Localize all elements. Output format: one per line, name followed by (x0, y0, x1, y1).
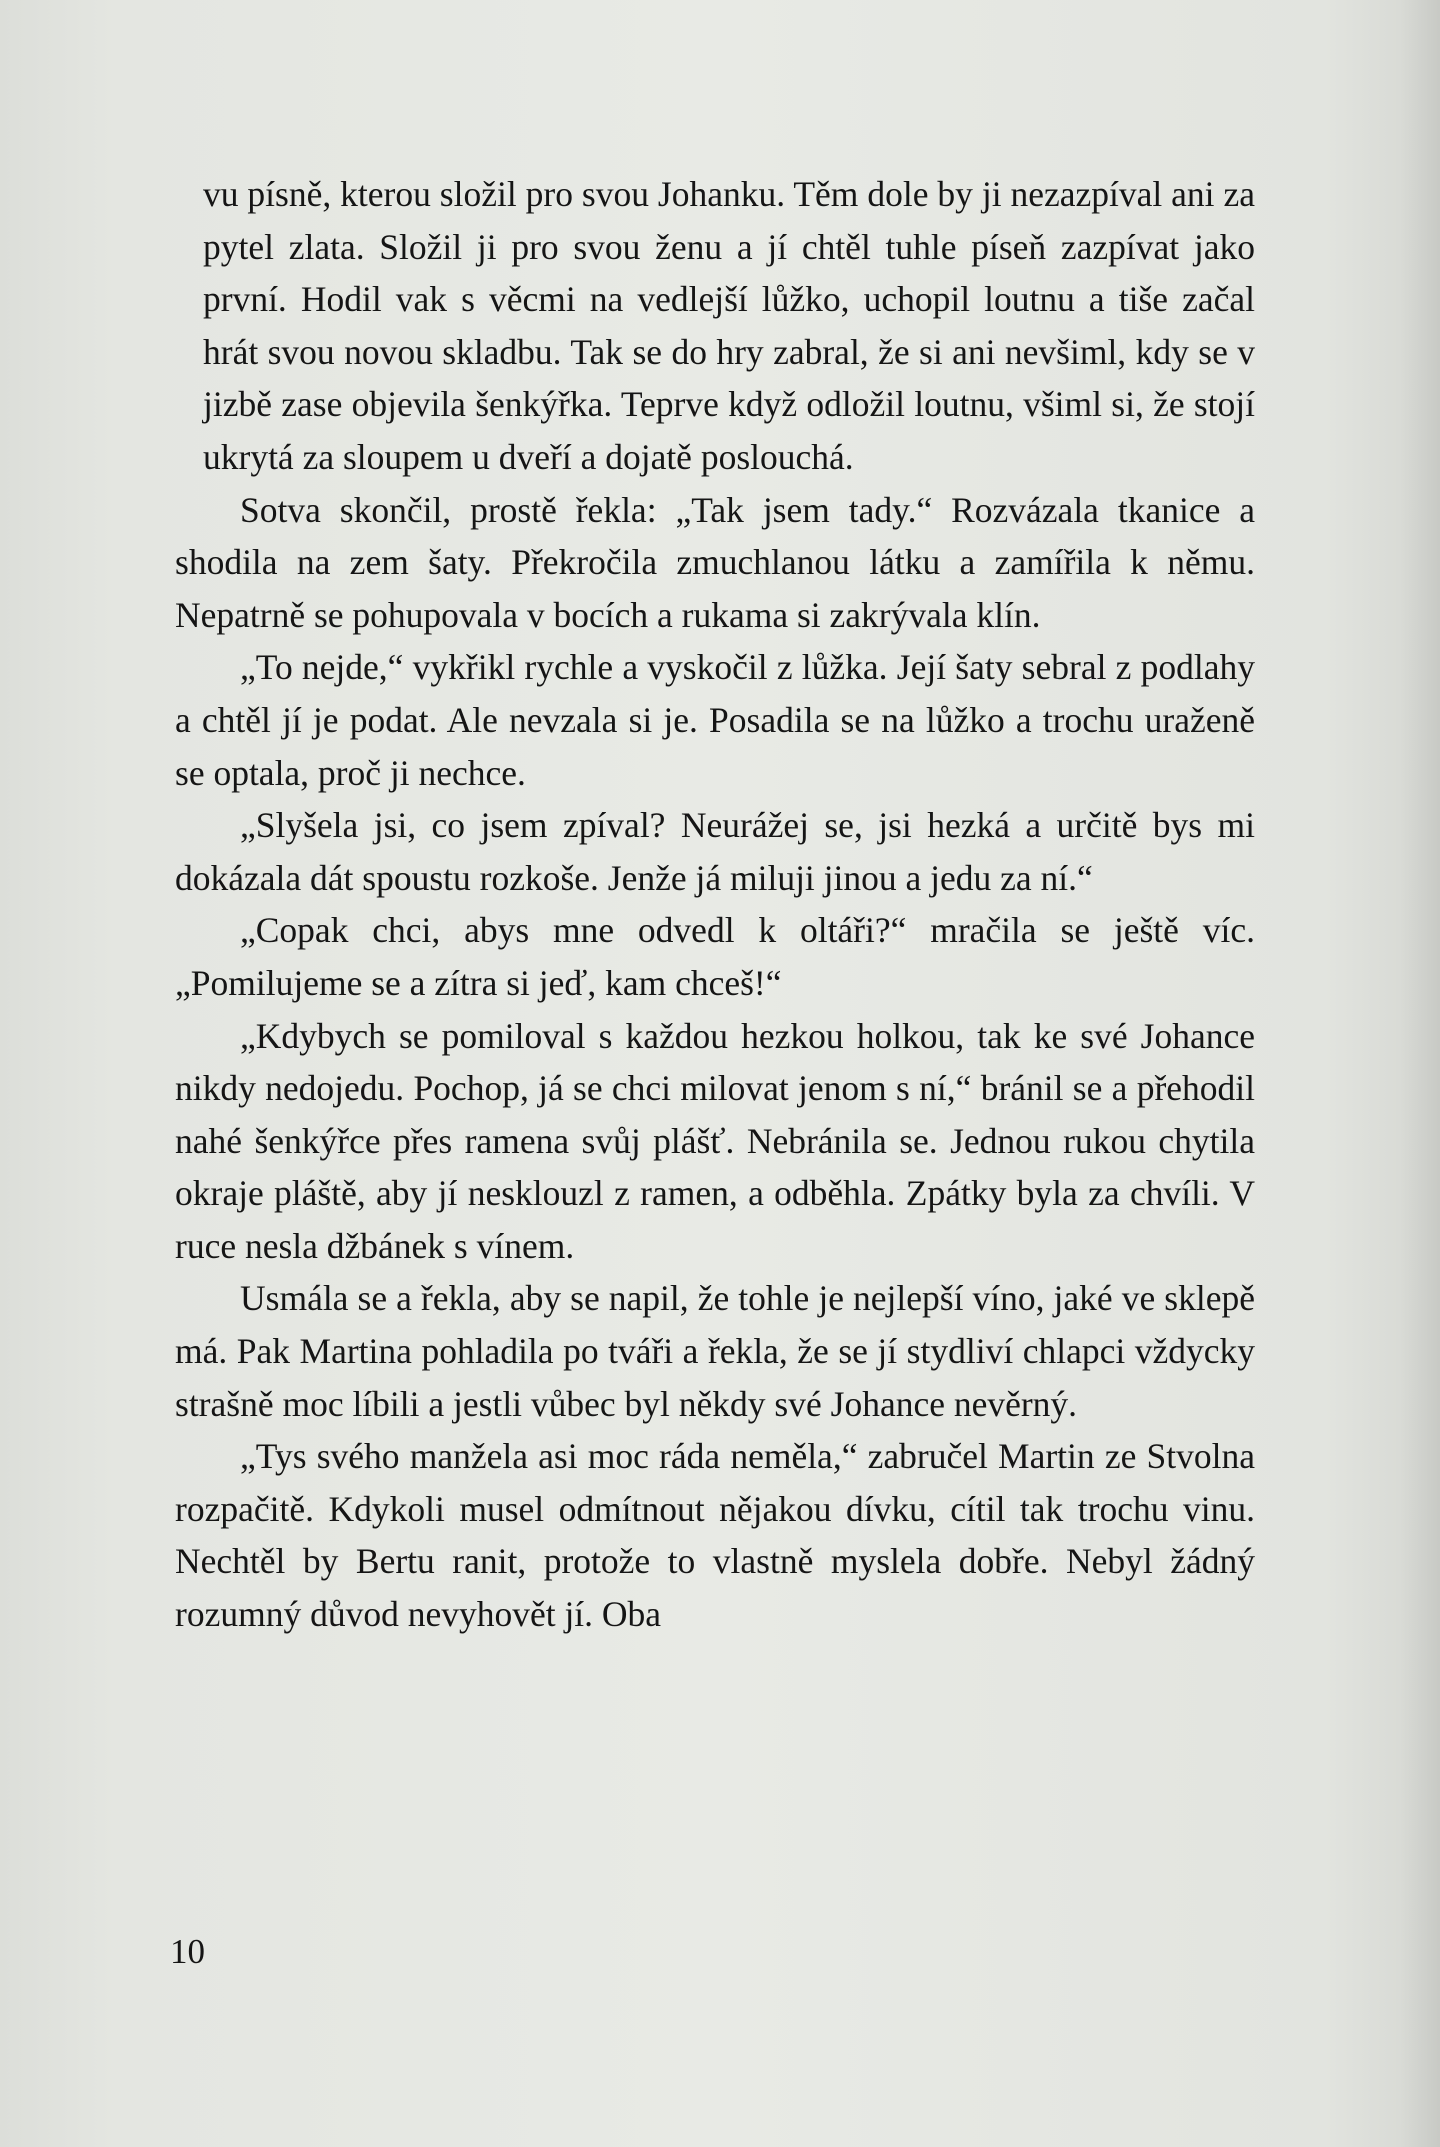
body-text (175, 168, 1255, 1641)
paragraph: Sotva skončil, prostě řekla: „Tak jsem tady.“ Rozvázala tkanice a shodila na zem šaty. Překročila zmuchlanou látku a zamířila k němu. Nepatrně se pohupovala v bocích a rukama si zakrývala klín. (175, 489, 1255, 635)
paragraph: „Slyšela jsi, co jsem zpíval? Neurážej se, jsi hezká a určitě bys mi dokázala dát spoustu rozkoše. Jenže já miluji jinou a jedu za ní.“ (175, 805, 1255, 898)
paragraph: „Kdybych se pomiloval s každou hezkou holkou, tak ke své Johance nikdy nedojedu. Pochop, já se chci milovat jenom s ní,“ bránil se a přehodil nahé šenkýřce přes ramena svůj plášť. Nebránila se. Jednou rukou chytila okraje pláště, aby jí nesklouzl z ramen, a odběhla. Zpátky byla za chvíli. V ruce nesla džbánek s vínem. (175, 1015, 1255, 1266)
paragraph: „To nejde,“ vykřikl rychle a vyskočil z lůžka. Její šaty sebral z podlahy a chtěl jí je podat. Ale nevzala si je. Posadila se na lůžko a trochu uraženě se optala, proč ji nechce. (175, 647, 1255, 793)
paragraph: Usmála se a řekla, aby se napil, že tohle je nejlepší víno, jaké ve sklepě má. Pak Martina pohladila po tváři a řekla, že se jí stydliví chlapci vždycky strašně moc líbili a jestli vůbec byl někdy své Johance nevěrný. (175, 1278, 1255, 1424)
paragraph: vu písně, kterou složil pro svou Johanku. Těm dole by ji nezazpíval ani za pytel zlata. Složil ji pro svou ženu a jí chtěl tuhle píseň zazpívat jako první. Hodil vak s věcmi na vedlejší lůžko, uchopil loutnu a tiše začal hrát svou novou skladbu. Tak se do hry zabral, že si ani nevšiml, kdy se v jizbě zase objevila šenkýřka. Teprve když odložil loutnu, všiml si, že stojí ukrytá za sloupem u dveří a dojatě poslouchá. (203, 174, 1255, 477)
paragraph: „Tys svého manžela asi moc ráda neměla,“ zabručel Martin ze Stvolna rozpačitě. Kdykoli musel odmítnout nějakou dívku, cítil tak trochu vinu. Nechtěl by Bertu ranit, protože to vlastně myslela dobře. Nebyl žádný rozumný důvod nevyhovět jí. Oba (175, 1436, 1255, 1635)
paragraph: „Copak chci, abys mne odvedl k oltáři?“ mračila se ještě víc. „Pomilujeme se a zítra si jeď, kam chceš!“ (175, 910, 1255, 1003)
page-number: 10 (170, 1932, 205, 1971)
